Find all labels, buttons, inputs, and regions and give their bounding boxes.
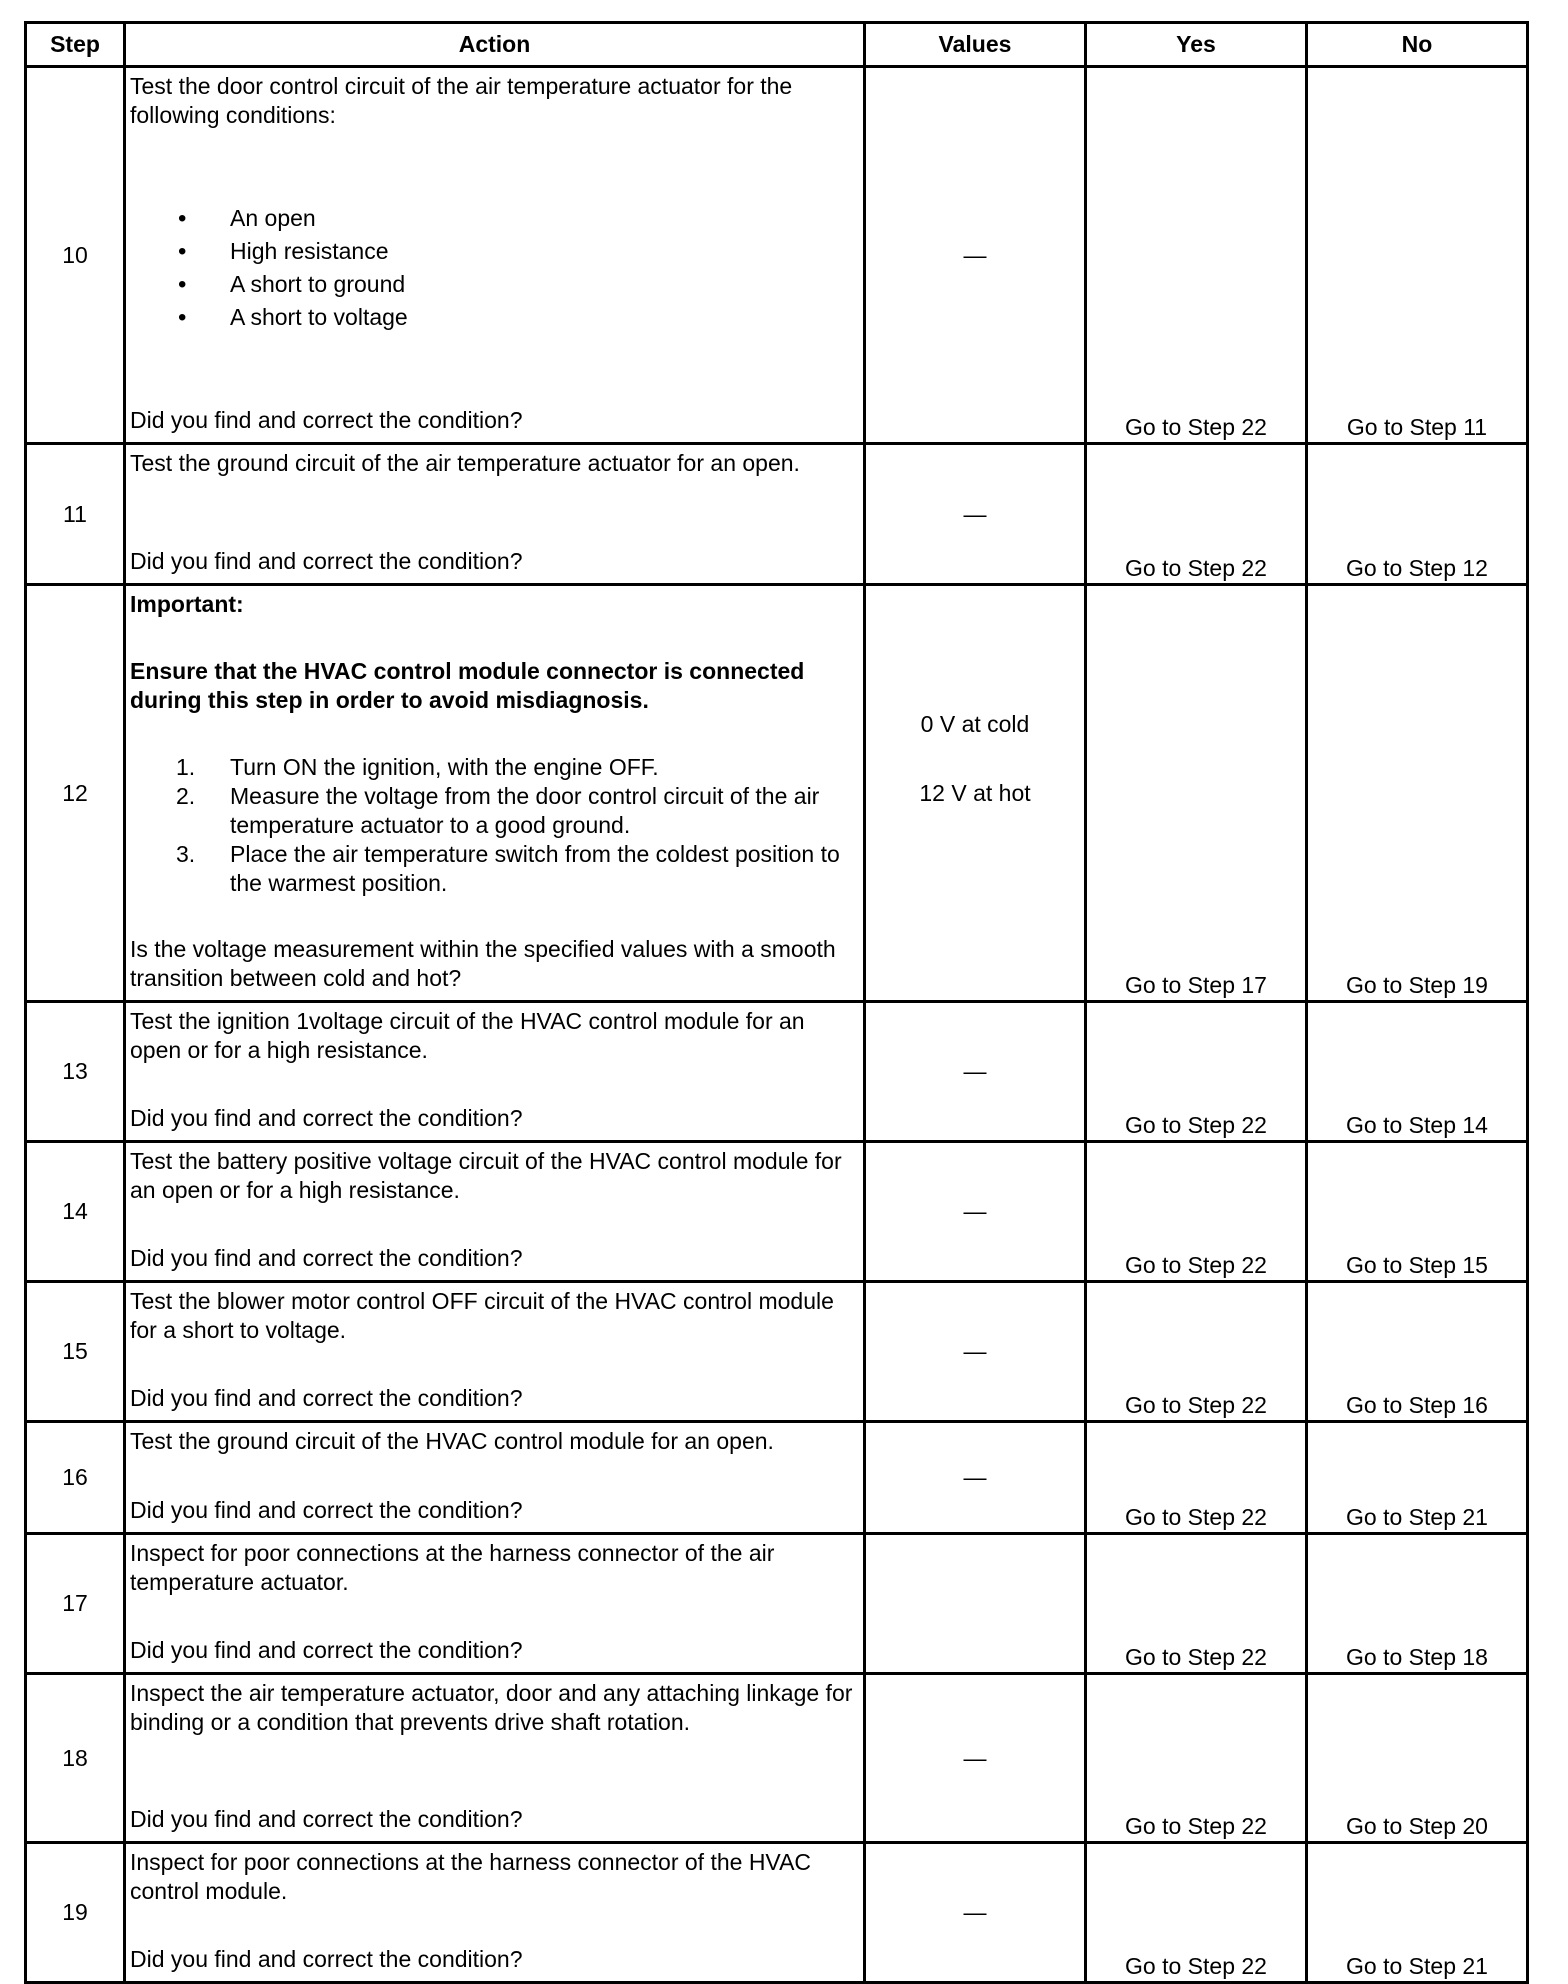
action-top xyxy=(130,72,859,130)
action-top xyxy=(130,1007,859,1065)
action-question: Did you find and correct the condition? xyxy=(130,1245,523,1271)
no-result: Go to Step 16 xyxy=(1307,1282,1528,1422)
action-cell xyxy=(125,1843,865,1983)
yes-result: Go to Step 22 xyxy=(1086,1282,1307,1422)
values-cell xyxy=(865,1674,1086,1843)
action-instruction: Test the ignition 1voltage circuit of the HVAC control module for an open or for a high resistance. xyxy=(130,1008,805,1063)
action-list-area xyxy=(130,478,859,547)
table-row xyxy=(26,1534,1528,1674)
table-row xyxy=(26,1002,1528,1142)
table-row xyxy=(26,1142,1528,1282)
action-question: Did you find and correct the condition? xyxy=(130,1946,523,1972)
values-stack xyxy=(866,1197,1084,1226)
table-row xyxy=(26,444,1528,585)
action-cell xyxy=(125,444,865,585)
action-content xyxy=(126,1003,863,1137)
important-heading: Important: xyxy=(130,591,244,617)
action-cell xyxy=(125,1002,865,1142)
action-content xyxy=(126,1675,863,1838)
procedure-number: 2. xyxy=(176,782,196,809)
procedure-text: Turn ON the ignition, with the engine OFF. xyxy=(230,753,659,780)
step-number: 14 xyxy=(26,1142,125,1282)
yes-result: Go to Step 22 xyxy=(1086,1534,1307,1674)
action-instruction: Inspect for poor connections at the harness connector of the HVAC control module. xyxy=(130,1849,812,1904)
table-row xyxy=(26,1674,1528,1843)
action-top xyxy=(130,590,859,715)
step-number: 13 xyxy=(26,1002,125,1142)
value-text: — xyxy=(963,1198,987,1224)
action-content xyxy=(126,1535,863,1669)
yes-result: Go to Step 17 xyxy=(1086,585,1307,1002)
yes-result: Go to Step 22 xyxy=(1086,444,1307,585)
action-question: Did you find and correct the condition? xyxy=(130,1105,523,1131)
no-result: Go to Step 11 xyxy=(1307,67,1528,444)
action-question: Did you find and correct the condition? xyxy=(130,1637,523,1663)
action-top xyxy=(130,1679,859,1737)
action-content xyxy=(126,1283,863,1417)
step-number: 18 xyxy=(26,1674,125,1843)
values-stack xyxy=(866,1463,1084,1492)
header-yes: Yes xyxy=(1086,23,1307,67)
action-list-area xyxy=(130,1737,859,1805)
procedure-item xyxy=(176,782,859,840)
action-instruction: Inspect the air temperature actuator, door and any attaching linkage for binding or a condition that prevents drive shaft rotation. xyxy=(130,1680,853,1735)
table-row xyxy=(26,1282,1528,1422)
action-instruction: Test the battery positive voltage circuit of the HVAC control module for an open or for a high resistance. xyxy=(130,1148,842,1203)
header-action: Action xyxy=(125,23,865,67)
values-cell xyxy=(865,444,1086,585)
step-number: 10 xyxy=(26,67,125,444)
value-text: 0 V at cold xyxy=(920,711,1030,737)
action-top xyxy=(130,1539,859,1597)
action-content xyxy=(126,1844,863,1978)
values-cell xyxy=(865,1142,1086,1282)
action-question: Did you find and correct the condition? xyxy=(130,407,523,433)
table-row xyxy=(26,67,1528,444)
action-question: Is the voltage measurement within the specified values with a smooth transition between cold and hot? xyxy=(130,936,836,991)
action-top xyxy=(130,1848,859,1906)
condition-item: • A short to ground xyxy=(230,268,859,301)
value-text: — xyxy=(963,1899,987,1925)
action-cell xyxy=(125,585,865,1002)
action-top xyxy=(130,1147,859,1205)
action-list-area xyxy=(130,1906,859,1945)
values-cell xyxy=(865,1843,1086,1983)
no-result: Go to Step 21 xyxy=(1307,1422,1528,1534)
action-instruction: Test the blower motor control OFF circuit of the HVAC control module for a short to voltage. xyxy=(130,1288,834,1343)
action-list-area xyxy=(130,1456,859,1496)
action-content xyxy=(126,586,863,997)
header-no: No xyxy=(1307,23,1528,67)
procedure-item xyxy=(176,840,859,898)
step-number: 16 xyxy=(26,1422,125,1534)
no-result: Go to Step 15 xyxy=(1307,1142,1528,1282)
header-step: Step xyxy=(26,23,125,67)
procedure-text: Measure the voltage from the door control circuit of the air temperature actuator to a good ground. xyxy=(230,782,820,838)
table-row xyxy=(26,585,1528,1002)
values-stack xyxy=(866,241,1084,270)
important-note: Ensure that the HVAC control module connector is connected during this step in order to avoid misdiagnosis. xyxy=(130,658,805,713)
action-instruction: Test the door control circuit of the air temperature actuator for the following conditions: xyxy=(130,73,793,128)
no-result: Go to Step 14 xyxy=(1307,1002,1528,1142)
values-cell xyxy=(865,67,1086,444)
action-list-area xyxy=(130,1597,859,1636)
action-list-area xyxy=(130,715,859,935)
step-number: 19 xyxy=(26,1843,125,1983)
step-number: 15 xyxy=(26,1282,125,1422)
values-cell xyxy=(865,1282,1086,1422)
value-text: — xyxy=(963,1464,987,1490)
step-number: 17 xyxy=(26,1534,125,1674)
table-row xyxy=(26,1843,1528,1983)
action-question: Did you find and correct the condition? xyxy=(130,1385,523,1411)
values-cell xyxy=(865,585,1086,1002)
condition-item: • High resistance xyxy=(230,235,859,268)
value-text: 12 V at hot xyxy=(919,780,1031,806)
values-stack xyxy=(866,1337,1084,1366)
action-cell xyxy=(125,1534,865,1674)
action-content xyxy=(126,1143,863,1277)
action-list-area xyxy=(130,1205,859,1244)
values-stack xyxy=(866,1898,1084,1927)
action-list-area xyxy=(130,130,859,406)
step-number: 11 xyxy=(26,444,125,585)
condition-item: • A short to voltage xyxy=(230,301,859,334)
values-stack xyxy=(866,710,1084,808)
action-question: Did you find and correct the condition? xyxy=(130,548,523,574)
values-stack xyxy=(866,1744,1084,1773)
action-top xyxy=(130,1287,859,1345)
action-list-area xyxy=(130,1065,859,1104)
yes-result: Go to Step 22 xyxy=(1086,1002,1307,1142)
values-cell xyxy=(865,1534,1086,1674)
procedure-text: Place the air temperature switch from the coldest position to the warmest position. xyxy=(230,840,840,896)
table-row xyxy=(26,1422,1528,1534)
no-result: Go to Step 12 xyxy=(1307,444,1528,585)
no-result: Go to Step 18 xyxy=(1307,1534,1528,1674)
action-content xyxy=(126,68,863,439)
procedure-number: 3. xyxy=(176,840,196,867)
action-list-area xyxy=(130,1345,859,1384)
value-text: — xyxy=(963,1744,987,1771)
no-result: Go to Step 21 xyxy=(1307,1843,1528,1983)
action-question: Did you find and correct the condition? xyxy=(130,1806,523,1832)
yes-result: Go to Step 22 xyxy=(1086,1142,1307,1282)
values-cell xyxy=(865,1422,1086,1534)
value-text: — xyxy=(963,500,987,527)
action-cell xyxy=(125,1674,865,1843)
value-text: — xyxy=(963,1338,987,1364)
procedure-item xyxy=(176,753,859,782)
header-values: Values xyxy=(865,23,1086,67)
yes-result: Go to Step 22 xyxy=(1086,1422,1307,1534)
action-content xyxy=(126,445,863,580)
action-content xyxy=(126,1423,863,1529)
diagnostic-table xyxy=(24,21,1529,1984)
action-instruction: Test the ground circuit of the air temperature actuator for an open. xyxy=(130,450,800,476)
table-header-row xyxy=(26,23,1528,67)
action-cell xyxy=(125,67,865,444)
condition-list xyxy=(130,202,859,334)
values-cell xyxy=(865,1002,1086,1142)
yes-result: Go to Step 22 xyxy=(1086,67,1307,444)
action-cell xyxy=(125,1422,865,1534)
action-question: Did you find and correct the condition? xyxy=(130,1497,523,1523)
action-instruction: Inspect for poor connections at the harness connector of the air temperature actuator. xyxy=(130,1540,775,1595)
action-cell xyxy=(125,1282,865,1422)
yes-result: Go to Step 22 xyxy=(1086,1843,1307,1983)
action-top xyxy=(130,1427,859,1456)
action-top xyxy=(130,449,859,478)
condition-item: • An open xyxy=(230,202,859,235)
no-result: Go to Step 19 xyxy=(1307,585,1528,1002)
value-text: — xyxy=(963,241,987,268)
value-text: — xyxy=(963,1058,987,1084)
values-stack xyxy=(866,1057,1084,1086)
step-number: 12 xyxy=(26,585,125,1002)
procedure-list xyxy=(130,753,859,898)
procedure-number: 1. xyxy=(176,753,196,780)
action-instruction: Test the ground circuit of the HVAC control module for an open. xyxy=(130,1428,774,1454)
values-stack xyxy=(866,500,1084,529)
no-result: Go to Step 20 xyxy=(1307,1674,1528,1843)
yes-result: Go to Step 22 xyxy=(1086,1674,1307,1843)
action-cell xyxy=(125,1142,865,1282)
